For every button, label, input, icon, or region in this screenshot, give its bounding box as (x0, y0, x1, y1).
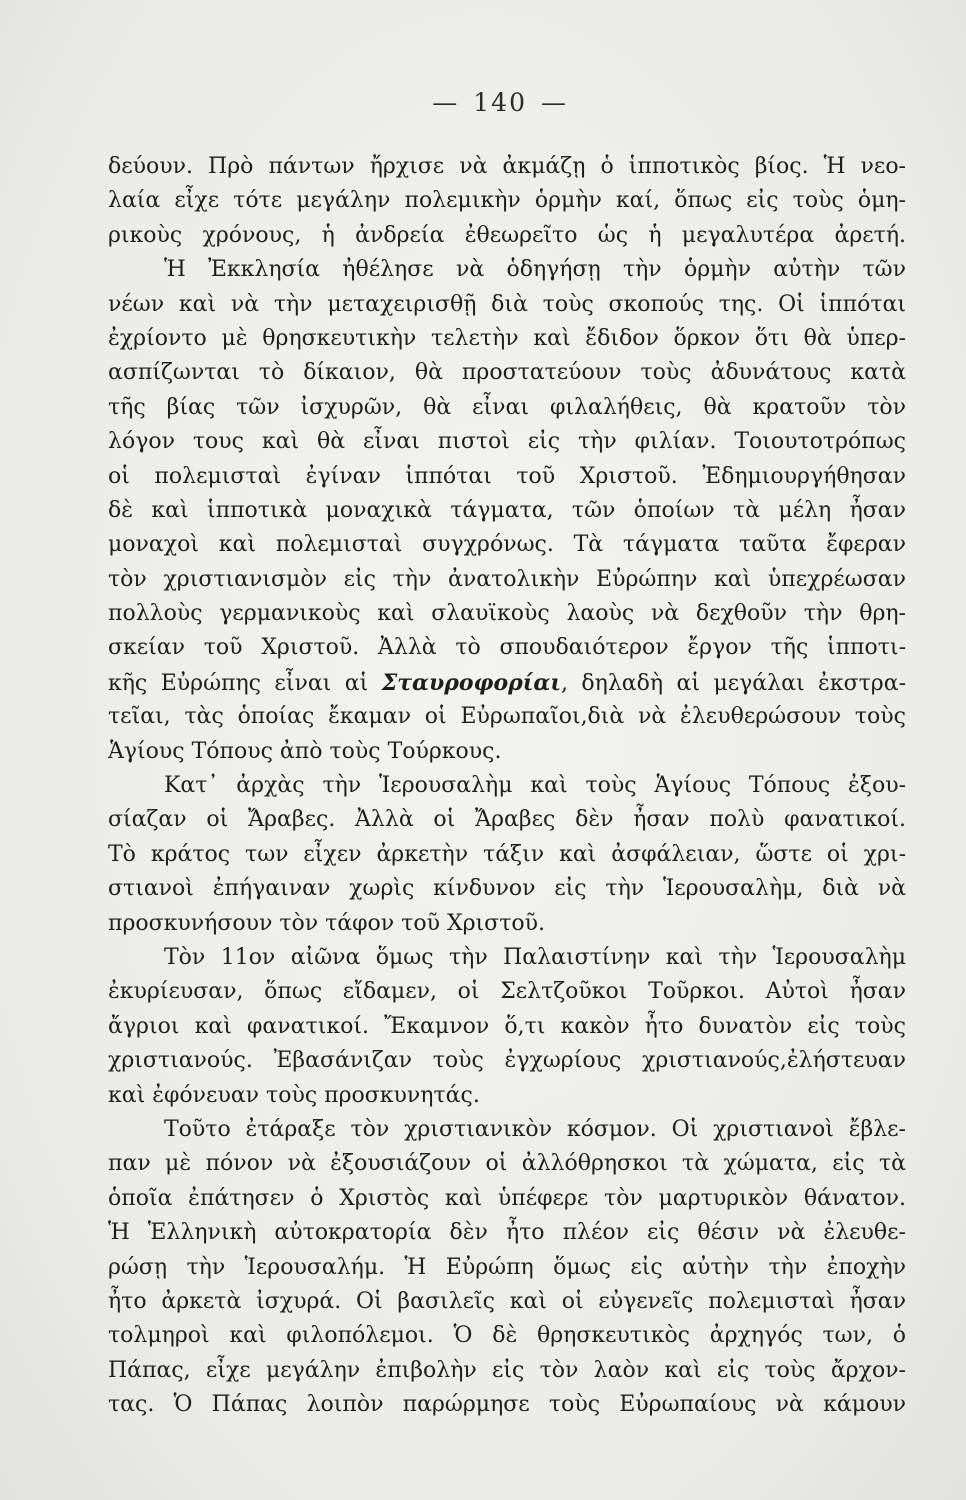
text-line: Τοῦτο ἐτάραξε τὸν χριστιανικὸν κόσμον. Οἱ χριστιανοὶ ἔβλε- (164, 1116, 906, 1142)
text-line: λαία εἶχε τότε μεγάλην πολεμικὴν ὁρμὴν καί, ὅπως εἰς τοὺς ὁμη- (108, 188, 906, 214)
text-line: οἱ πολεμισταὶ ἐγίναν ἱππόται τοῦ Χριστοῦ. Ἐδημιουργήθησαν (108, 463, 906, 489)
text-line: Ἡ Ἐκκλησία ἠθέλησε νὰ ὁδηγήσῃ τὴν ὁρμὴν αὐτὴν τῶν (164, 257, 906, 283)
text-line: ὁποῖα ἐπάτησεν ὁ Χριστὸς καὶ ὑπέφερε τὸν μαρτυρικὸν θάνατον. (108, 1185, 906, 1211)
text-line: τολμηροὶ καὶ φιλοπόλεμοι. Ὁ δὲ θρησκευτικὸς ἀρχηγός των, ὁ (108, 1323, 906, 1349)
text-line: ἐκυρίευσαν, ὅπως εἴδαμεν, οἱ Σελτζοῦκοι Τοῦρκοι. Αὐτοὶ ἦσαν (108, 979, 906, 1005)
text-line: Ἡ Ἑλληνικὴ αὐτοκρατορία δὲν ἦτο πλέον εἰς θέσιν νὰ ἐλευθε- (108, 1220, 906, 1246)
text-line: μοναχοὶ καὶ πολεμισταὶ συγχρόνως. Τὰ τάγματα ταῦτα ἔφεραν (108, 532, 906, 558)
text-line: ρικοὺς χρόνους, ἡ ἀνδρεία ἐθεωρεῖτο ὡς ἡ μεγαλυτέρα ἀρετή. (108, 222, 906, 248)
text-line: Κατ᾽ ἀρχὰς τὴν Ἱερουσαλὴμ καὶ τοὺς Ἁγίους Τόπους ἐξου- (164, 773, 906, 799)
text-line: νέων καὶ νὰ τὴν μεταχειρισθῇ διὰ τοὺς σκοπούς της. Οἱ ἱππόται (108, 291, 906, 317)
text-line: τὸν χριστιανισμὸν εἰς τὴν ἀνατολικὴν Εὐρώπην καὶ ὑπεχρέωσαν (108, 566, 906, 592)
text-line: χριστιανούς. Ἐβασάνιζαν τοὺς ἐγχωρίους χριστιανούς,ἐλήστευαν (108, 1048, 906, 1074)
text-line: τας. Ὁ Πάπας λοιπὸν παρώρμησε τοὺς Εὐρωπαίους νὰ κάμουν (108, 1392, 906, 1418)
text-line: πολλοὺς γερμανικοὺς καὶ σλαυϊκοὺς λαοὺς νὰ δεχθοῦν τὴν θρη- (108, 601, 906, 627)
text-line: Τὸν 11ον αἰῶνα ὅμως τὴν Παλαιστίνην καὶ τὴν Ἱερουσαλὴμ (164, 944, 906, 970)
text-line: ἐχρίοντο μὲ θρησκευτικὴν τελετὴν καὶ ἔδιδον ὅρκον ὅτι θὰ ὑπερ- (108, 325, 906, 351)
text-line: καὶ ἐφόνευαν τοὺς προσκυνητάς. (108, 1082, 480, 1108)
text-line: λόγον τους καὶ θὰ εἶναι πιστοὶ εἰς τὴν φιλίαν. Τοιουτοτρόπως (108, 429, 906, 455)
body-text (108, 150, 906, 1422)
text-line: ἦτο ἀρκετὰ ἰσχυρά. Οἱ βασιλεῖς καὶ οἱ εὐγενεῖς πολεμισταὶ ἦσαν (108, 1288, 906, 1314)
text-line-emphasis: κῆς Εὐρώπης εἶναι αἱ Σταυροφορίαι, δηλαδὴ αἱ μεγάλαι ἐκστρα- (108, 669, 906, 696)
text-line: τεῖαι, τὰς ὁποίας ἔκαμαν οἱ Εὐρωπαῖοι,διὰ νὰ ἐλευθερώσουν τοὺς (108, 704, 906, 730)
text-line: προσκυνήσουν τὸν τάφον τοῦ Χριστοῦ. (108, 910, 545, 936)
text-line: δὲ καὶ ἱπποτικὰ μοναχικὰ τάγματα, τῶν ὁποίων τὰ μέλη ἦσαν (108, 497, 906, 523)
text-line: στιανοὶ ἐπήγαιναν χωρὶς κίνδυνον εἰς τὴν Ἱερουσαλὴμ, διὰ νὰ (108, 876, 906, 902)
text-line: σίαζαν οἱ Ἄραβες. Ἀλλὰ οἱ Ἄραβες δὲν ἦσαν πολὺ φανατικοί. (108, 807, 906, 833)
text-line: ἄγριοι καὶ φανατικοί. Ἔκαμνον ὅ,τι κακὸν ἦτο δυνατὸν εἰς τοὺς (108, 1013, 906, 1039)
text-line: Τὸ κράτος των εἶχεν ἀρκετὴν τάξιν καὶ ἀσφάλειαν, ὥστε οἱ χρι- (108, 841, 906, 867)
text-line: Ἁγίους Τόπους ἀπὸ τοὺς Τούρκους. (108, 738, 502, 764)
emphasized-term: Σταυροφορίαι (381, 669, 561, 696)
page-number: — 140 — (432, 88, 568, 117)
text-line: ασπίζωνται τὸ δίκαιον, θὰ προστατεύουν τοὺς ἀδυνάτους κατὰ (108, 360, 906, 386)
text-line: δεύουν. Πρὸ πάντων ἤρχισε νὰ ἀκμάζῃ ὁ ἱπποτικὸς βίος. Ἡ νεο- (108, 154, 906, 179)
text-line: ρώσῃ τὴν Ἱερουσαλήμ. Ἡ Εὐρώπη ὅμως εἰς αὐτὴν τὴν ἐποχὴν (108, 1254, 906, 1280)
text-line: Πάπας, εἶχε μεγάλην ἐπιβολὴν εἰς τὸν λαὸν καὶ εἰς τοὺς ἄρχον- (108, 1357, 906, 1383)
text-line: παν μὲ πόνον νὰ ἐξουσιάζουν οἱ ἀλλόθρησκοι τὰ χώματα, εἰς τὰ (108, 1151, 906, 1177)
text-line: σκείαν τοῦ Χριστοῦ. Ἀλλὰ τὸ σπουδαιότερον ἔργον τῆς ἱπποτι- (108, 635, 906, 661)
text-line: τῆς βίας τῶν ἰσχυρῶν, θὰ εἶναι φιλαλήθεις, θὰ κρατοῦν τὸν (108, 394, 906, 420)
